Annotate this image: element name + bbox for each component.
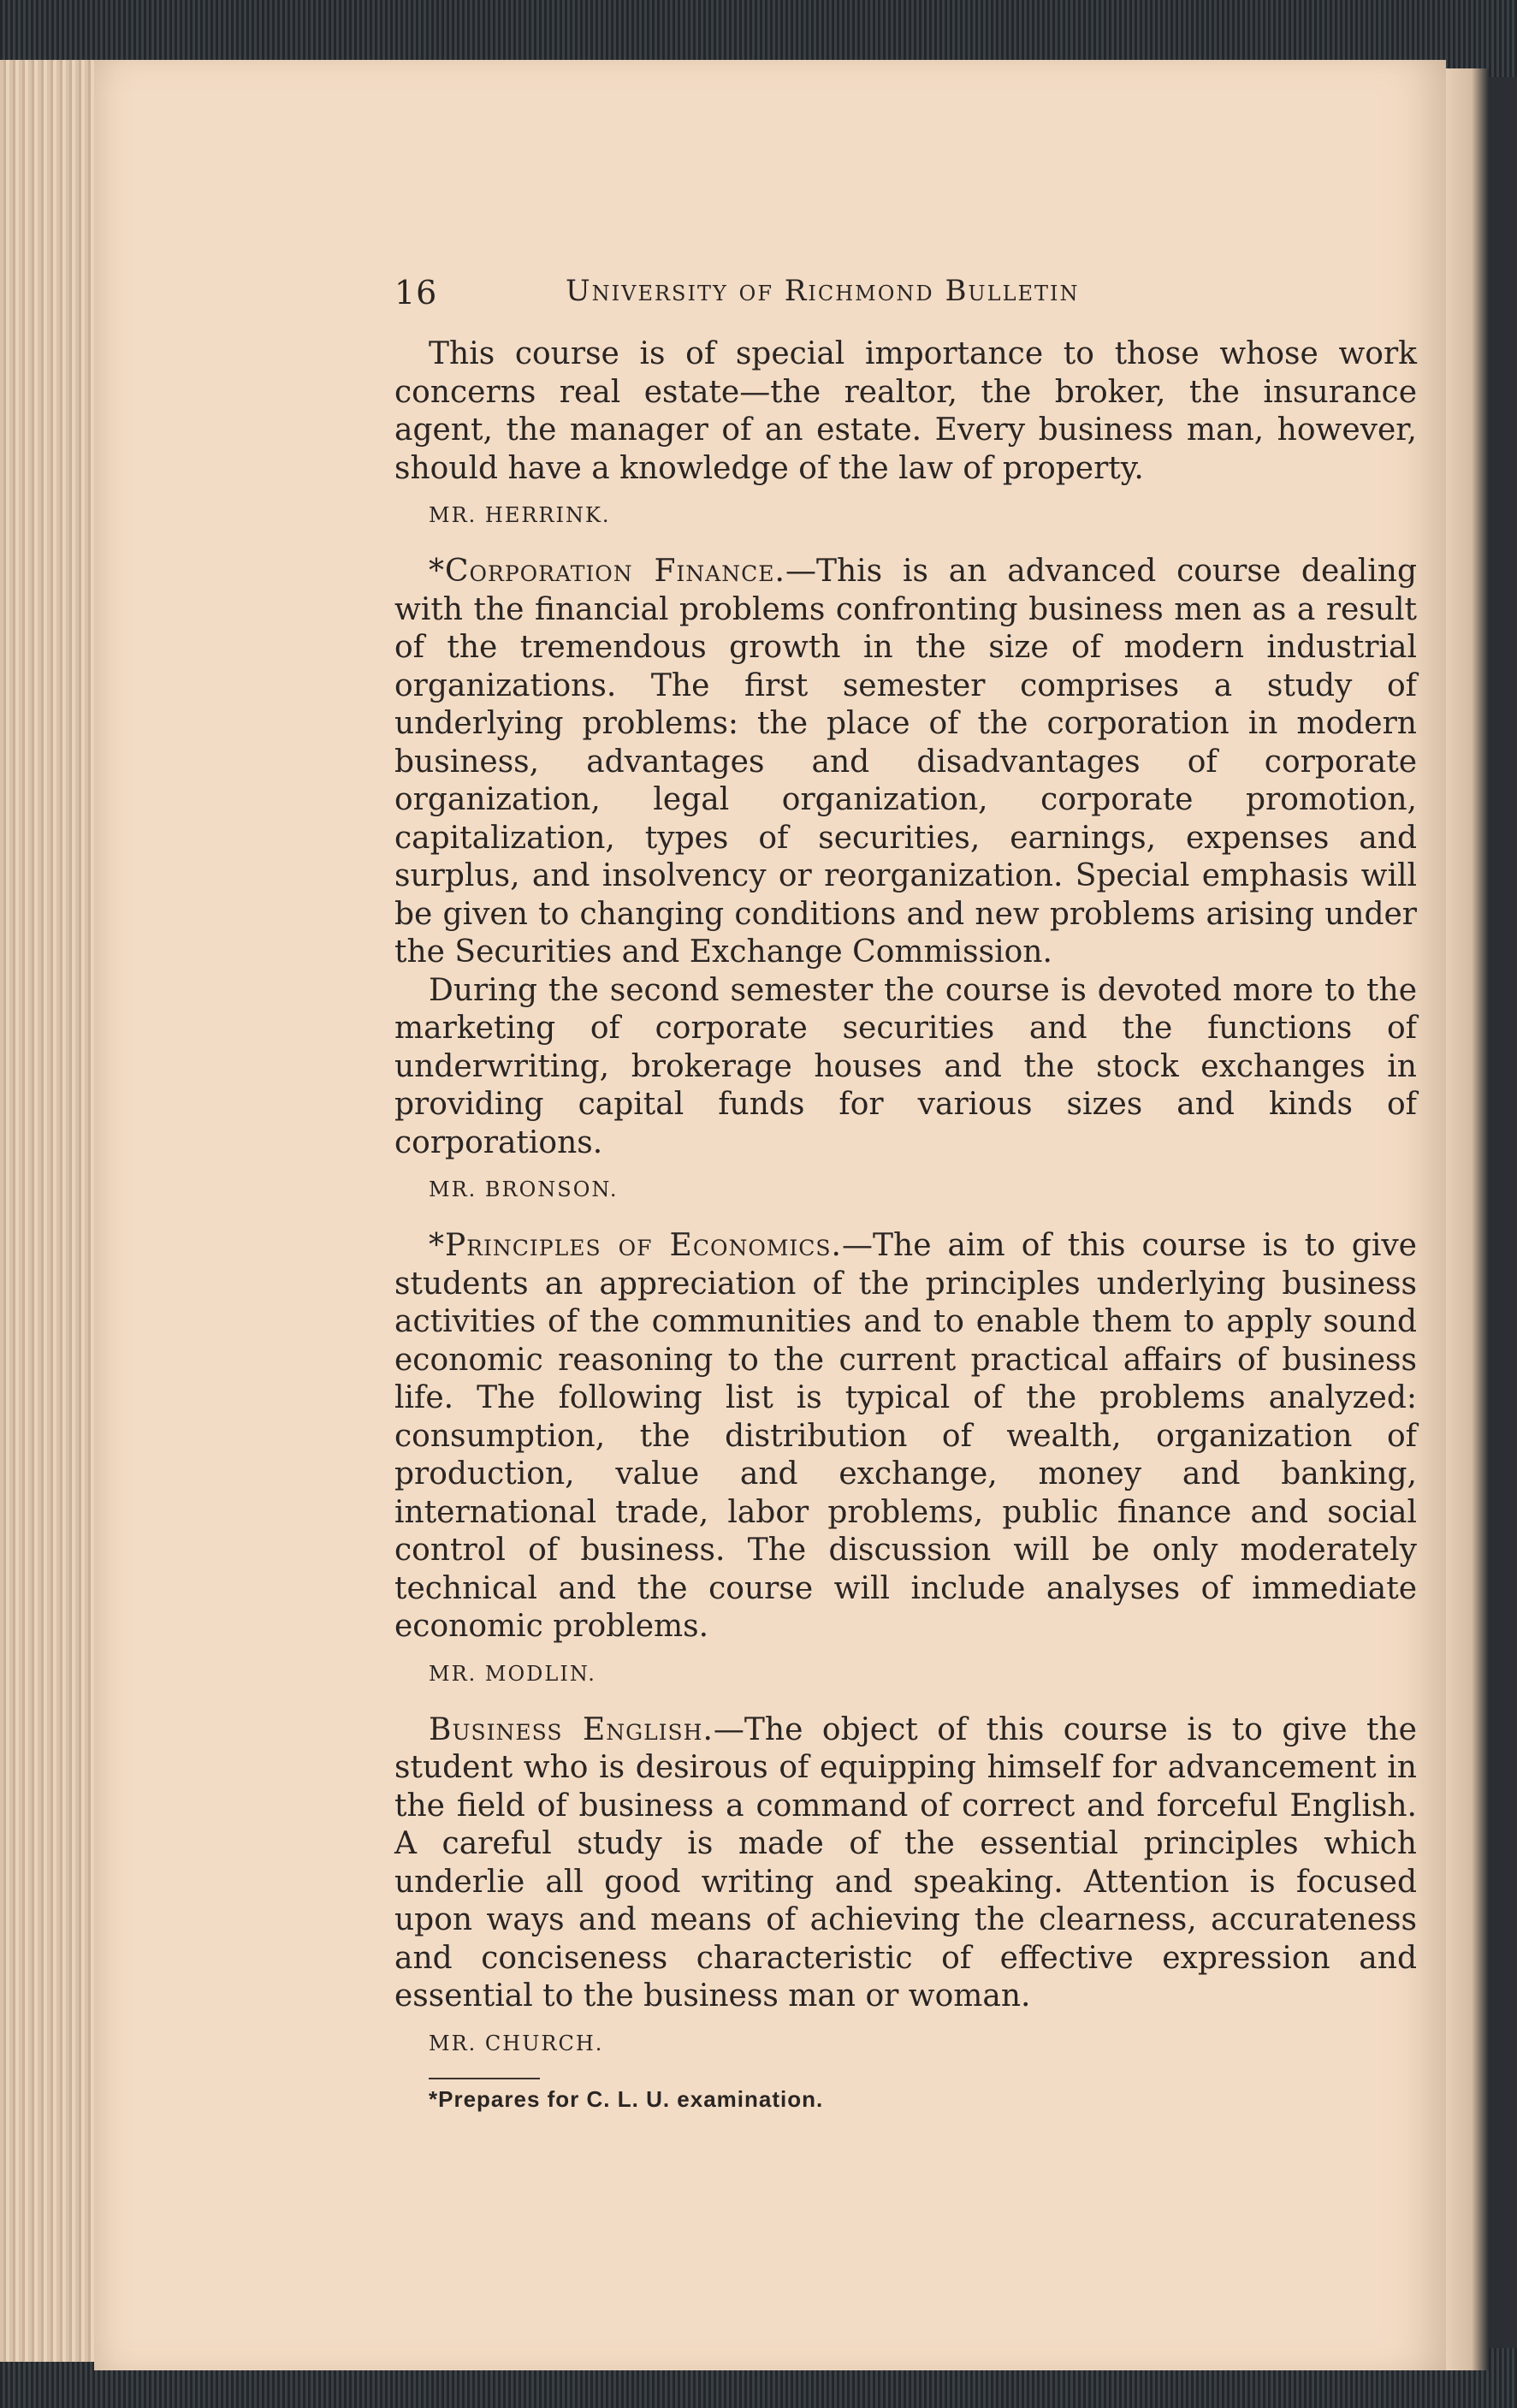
course-heading: *Principles of Economics. (429, 1228, 842, 1263)
paragraph: During the second semester the course is devoted more to the marketing of corporate securities and the functions of underwriting, brokerage houses and the stock exchanges in providing capital funds for various sizes and kinds of corporations. (394, 972, 1417, 1160)
section-principles-of-economics (394, 1227, 1421, 1686)
instructor-name: MR. CHURCH. (429, 2031, 604, 2055)
paragraph (394, 1227, 1417, 1646)
instructor-name: MR. MODLIN. (429, 1661, 596, 1686)
course-heading: Business English. (429, 1711, 714, 1747)
section-property-law (394, 335, 1421, 527)
paragraph: This course is of special importance to those whose work concerns real estate—the realtor, the broker, the insurance agent, the manager of an estate. Every business man, however, should have a knowledge of the law of property. (394, 336, 1417, 486)
page-number: 16 (394, 274, 438, 311)
course-description: —This is an advanced course dealing with the financial problems confronting business men as a result of the tremendous growth in the size of modern industrial organizations. The first semester comprises a study of underlying problems: the place of the corporation in modern business, advantages and disadvantages of corporate organization, legal organization, corporate promotion, capitalization, types of securities, earnings, expenses and surplus, and insolvency or reorganization. Special emphasis will be given to changing conditions and new problems arising under the Securities and Exchange Commission. (394, 554, 1418, 970)
section-business-english (394, 1711, 1421, 2055)
instructor-name: MR. BRONSON. (429, 1177, 619, 1201)
page-right-edge (1446, 68, 1489, 2370)
footnote: *Prepares for C. L. U. examination. (429, 2085, 824, 2112)
section-corporation-finance (394, 553, 1421, 1201)
instructor-name: MR. HERRINK. (429, 503, 611, 527)
course-heading: *Corporation Finance. (429, 554, 785, 589)
bulletin-title: University of Richmond Bulletin (566, 274, 1080, 308)
course-description: —The object of this course is to give the student who is desirous of equipping himself for advancement in the field of business a command of correct and forceful English. A careful study is made of the essential principles which underlie all good writing and speaking. Attention is focused upon ways and means of achieving the clearness, accurateness and conciseness characteristic of effective expression and essential to the business man or woman. (394, 1711, 1417, 2014)
paragraph (394, 553, 1417, 972)
course-description: —The aim of this course is to give students an appreciation of the principles underlying business activities of the communities and to enable them to apply sound economic reasoning to the current practical affairs of business life. The following list is typical of the problems analyzed: consumption, the distribution of wealth, organization of production, value and exchange, money and banking, international trade, labor problems, public finance and social control of business. The discussion will be only moderately technical and the course will include analyses of immediate economic problems. (394, 1228, 1417, 1644)
running-head (394, 274, 1421, 325)
footnote-rule (429, 2078, 540, 2079)
page-content (394, 274, 1421, 2113)
paragraph (394, 1711, 1417, 2016)
